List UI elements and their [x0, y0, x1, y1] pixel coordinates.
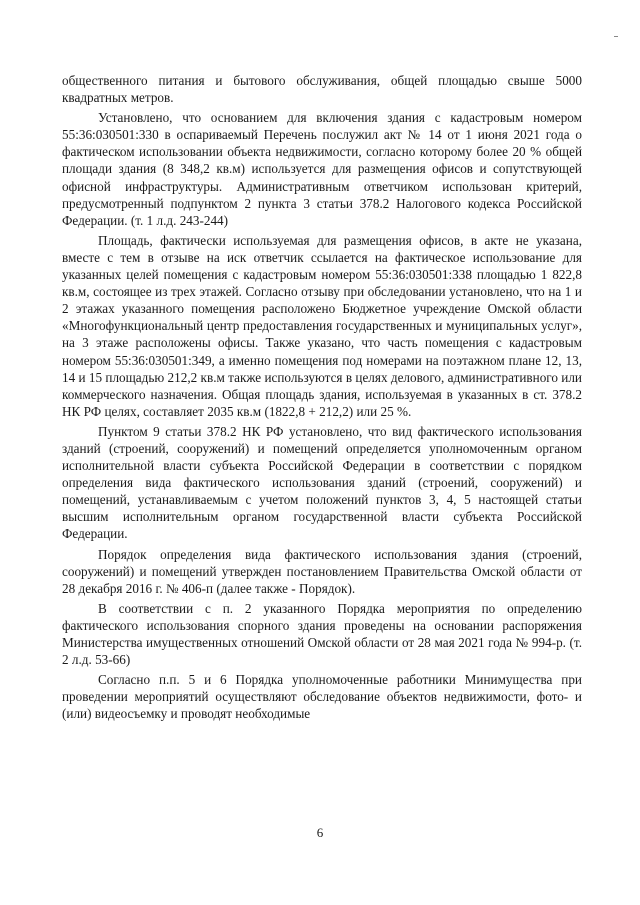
paragraph-order-994: В соответствии с п. 2 указанного Порядка мероприятия по определению фактического использования спорного здания проведены на основании распоряжения Министерства имущественных отношений Омской области от 28 мая 2021 года № 994-р. (т. 2 л.д. 53-66) [62, 600, 582, 668]
paragraph-basis-for-inclusion: Установлено, что основанием для включения здания с кадастровым номером 55:36:030501:330 в оспариваемый Перечень послужил акт № 14 от 1 июня 2021 года о фактическом использовании объекта недвижимости, согласно которому более 20 % общей площади здания (8 348,2 кв.м) используется для размещения офисов и сопутствующей офисной инфраструктуры. Административным ответчиком использован критерий, предусмотренный подпунктом 2 пункта 3 статьи 378.2 Налогового кодекса Российской Федерации. (т. 1 л.д. 243-244) [62, 110, 582, 228]
paragraph-office-area: Площадь, фактически используемая для размещения офисов, в акте не указана, вместе с тем в отзыве на иск ответчик ссылается на фактическое использование для указанных целей помещения с кадастровым номером 55:36:030501:338 площадью 1 822,8 кв.м, состоящее из трех этажей. Согласно отзыву при обследовании установлено, что на 1 и 2 этажах указанного помещения расположено Бюджетное учреждение Омской области «Многофункциональный центр предоставления государственных и муниципальных услуг», на 3 этаже расположены офисы. Также указано, что часть помещения с кадастровым номером 55:36:030501:349, а именно помещения под номерами на поэтажном плане 12, 13, 14 и 15 площадью 212,2 кв.м также используются в целях делового, административного или коммерческого назначения. Общая площадь здания, используемая в указанных в ст. 378.2 НК РФ целях, составляет 2035 кв.м (1822,8 + 212,2) или 25 %. [62, 232, 582, 419]
paragraph-continuation: общественного питания и бытового обслуживания, общей площадью свыше 5000 квадратных метров. [62, 73, 582, 106]
document-body [62, 72, 582, 725]
scan-speck [614, 36, 618, 37]
page-number: 6 [316, 825, 324, 840]
paragraph-procedure: Порядок определения вида фактического использования здания (строений, сооружений) и помещений утвержден постановлением Правительства Омской области от 28 декабря 2016 г. № 406-п (далее также - Порядок). [62, 546, 582, 596]
paragraph-article-378-2: Пунктом 9 статьи 378.2 НК РФ установлено, что вид фактического использования зданий (строений, сооружений) и помещений определяется уполномоченным органом исполнительной власти субъекта Российской Федерации в соответствии с порядком определения вида фактического использования зданий (строений, сооружений) и помещений, устанавливаемым с учетом положений пунктов 3, 4, 5 настоящей статьи высшим исполнительным органом государственной власти субъекта Российской Федерации. [62, 423, 582, 542]
paragraph-inspection: Согласно п.п. 5 и 6 Порядка уполномоченные работники Минимущества при проведении мероприятий осуществляют обследование объектов недвижимости, фото- и (или) видеосъемку и проводят необходимые [62, 672, 582, 722]
